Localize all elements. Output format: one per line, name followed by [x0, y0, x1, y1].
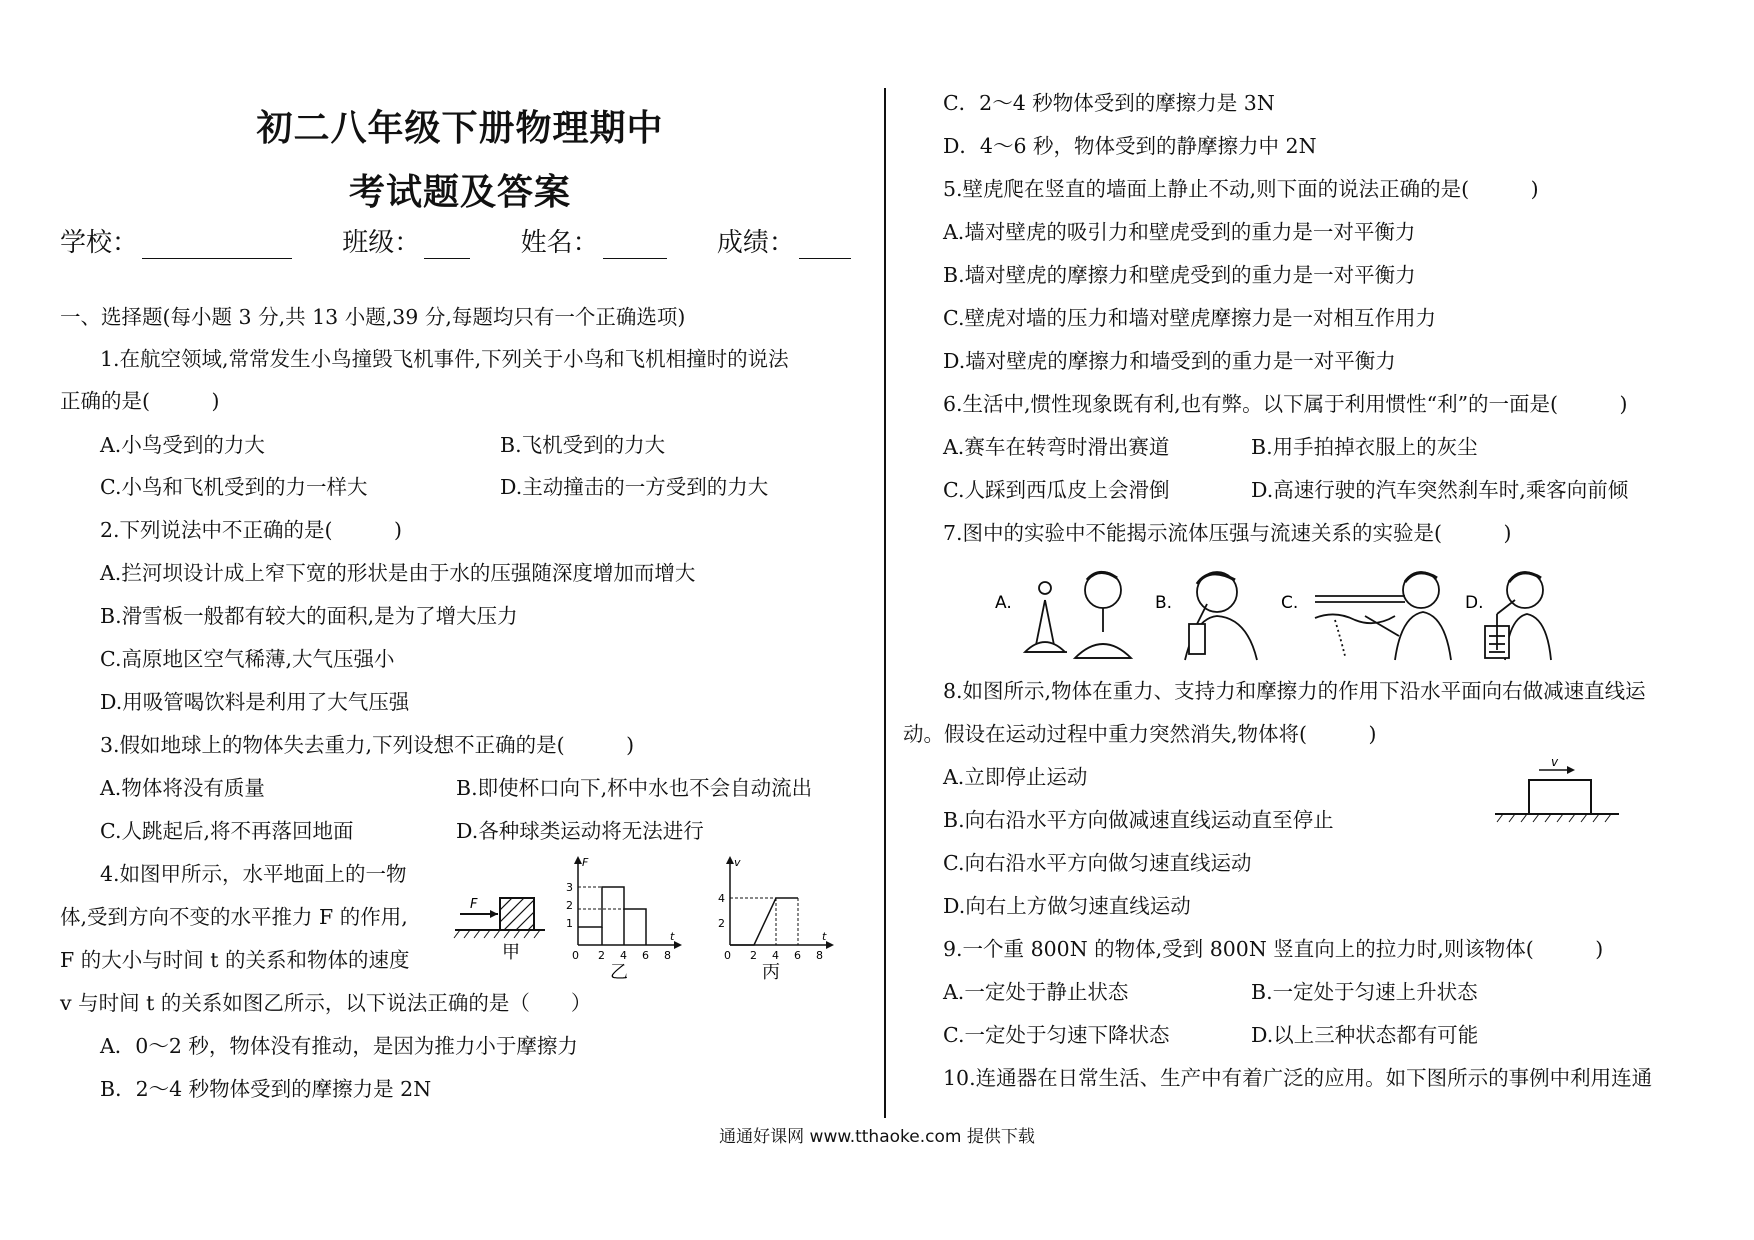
- fig-yi-label: 乙: [610, 962, 628, 982]
- q10-stem: 10.连通器在日常生活、生产中有着广泛的应用。如下图所示的事例中利用连通: [943, 1066, 1653, 1090]
- bing-tick-y-4: 4: [718, 892, 725, 905]
- q4-figure-jia: [450, 880, 550, 960]
- push-force-label: F: [470, 897, 478, 912]
- q4-option-b[interactable]: B．2～4 秒物体受到的摩擦力是 2N: [100, 1077, 432, 1101]
- q7-stem: 7.图中的实验中不能揭示流体压强与流速关系的实验是( ): [943, 521, 1512, 545]
- q7-figures: [995, 560, 1555, 668]
- q6-option-d[interactable]: D.高速行驶的汽车突然刹车时,乘客向前倾: [1251, 478, 1629, 502]
- q5-option-d[interactable]: D.墙对壁虎的摩擦力和墙受到的重力是一对平衡力: [943, 349, 1396, 373]
- yi-tick-x-4: 4: [620, 949, 627, 962]
- column-divider: [884, 88, 886, 1118]
- school-blank[interactable]: [142, 232, 292, 259]
- q6-option-c[interactable]: C.人踩到西瓜皮上会滑倒: [943, 478, 1170, 502]
- bing-tick-x-0: 0: [724, 949, 731, 962]
- name-blank[interactable]: [603, 232, 667, 259]
- page-footer: 通通好课网 www.tthaoke.com 提供下载: [719, 1127, 1035, 1147]
- q8-option-b[interactable]: B.向右沿水平方向做减速直线运动直至停止: [943, 808, 1334, 832]
- q2-option-d[interactable]: D.用吸管喝饮料是利用了大气压强: [100, 690, 410, 714]
- bing-tick-x-8: 8: [816, 949, 823, 962]
- bing-tick-y-2: 2: [718, 917, 725, 930]
- yi-tick-x-6: 6: [642, 949, 649, 962]
- q4-option-d[interactable]: D．4～6 秒，物体受到的静摩擦力中 2N: [943, 134, 1317, 158]
- q8-figure-block: [1495, 756, 1625, 836]
- q1-stem-line2: 正确的是( ): [60, 389, 220, 413]
- q4-stem-line3: F 的大小与时间 t 的关系和物体的速度: [60, 948, 410, 972]
- bing-tick-x-2: 2: [750, 949, 757, 962]
- q8-velocity-label: v: [1551, 756, 1559, 769]
- fig-jia-label: 甲: [502, 942, 520, 960]
- yi-tick-x-8: 8: [664, 949, 671, 962]
- page-subtitle: 考试题及答案: [348, 172, 571, 213]
- q5-option-a[interactable]: A.墙对壁虎的吸引力和壁虎受到的重力是一对平衡力: [943, 220, 1416, 244]
- score-label: 成绩：: [716, 228, 795, 258]
- q2-stem: 2.下列说法中不正确的是( ): [100, 518, 403, 542]
- q4-figure-bing-graph: [710, 852, 840, 982]
- q9-option-b[interactable]: B.一定处于匀速上升状态: [1251, 980, 1478, 1004]
- q3-option-c[interactable]: C.人跳起后,将不再落回地面: [100, 819, 354, 843]
- q5-option-c[interactable]: C.壁虎对墙的压力和墙对壁虎摩擦力是一对相互作用力: [943, 306, 1436, 330]
- yi-tick-x-0: 0: [572, 949, 579, 962]
- yi-tick-x-2: 2: [598, 949, 605, 962]
- q4-figure-yi-graph: [558, 852, 688, 982]
- class-label: 班级：: [342, 228, 421, 258]
- q9-option-d[interactable]: D.以上三种状态都有可能: [1251, 1023, 1479, 1047]
- q8-option-a[interactable]: A.立即停止运动: [943, 765, 1088, 789]
- q1-option-a[interactable]: A.小鸟受到的力大: [100, 433, 265, 457]
- q7-figure-a: [1025, 572, 1131, 658]
- q4-option-a[interactable]: A．0～2 秒，物体没有推动，是因为推力小于摩擦力: [100, 1034, 578, 1058]
- bing-tick-x-6: 6: [794, 949, 801, 962]
- q8-option-c[interactable]: C.向右沿水平方向做匀速直线运动: [943, 851, 1252, 875]
- q7-figure-b: [1185, 572, 1257, 660]
- q4-stem-line4: v 与时间 t 的关系如图乙所示，以下说法正确的是（ ）: [60, 991, 592, 1015]
- q5-option-b[interactable]: B.墙对壁虎的摩擦力和壁虎受到的重力是一对平衡力: [943, 263, 1416, 287]
- q3-stem: 3.假如地球上的物体失去重力,下列设想不正确的是( ): [100, 733, 635, 757]
- yi-y-axis-label: F: [582, 856, 589, 869]
- q2-option-a[interactable]: A.拦河坝设计成上窄下宽的形状是由于水的压强随深度增加而增大: [100, 561, 696, 585]
- q6-stem: 6.生活中,惯性现象既有利,也有弊。以下属于利用惯性“利”的一面是( ): [943, 392, 1628, 416]
- q8-stem-line2: 动。假设在运动过程中重力突然消失,物体将( ): [903, 722, 1377, 746]
- section-heading: 一、选择题(每小题 3 分,共 13 小题,39 分,每题均只有一个正确选项): [60, 305, 686, 329]
- q4-stem-line1: 4.如图甲所示，水平地面上的一物: [100, 862, 407, 886]
- q1-stem-line1: 1.在航空领域,常常发生小鸟撞毁飞机事件,下列关于小鸟和飞机相撞时的说法: [100, 347, 789, 371]
- q8-stem-line1: 8.如图所示,物体在重力、支持力和摩擦力的作用下沿水平面向右做减速直线运: [943, 679, 1646, 703]
- q9-option-c[interactable]: C.一定处于匀速下降状态: [943, 1023, 1170, 1047]
- q7-label-d: D.: [1465, 593, 1484, 613]
- q1-option-d[interactable]: D.主动撞击的一方受到的力大: [500, 475, 769, 499]
- q7-label-a: A.: [995, 593, 1012, 613]
- yi-tick-y-3: 3: [566, 881, 573, 894]
- q6-option-a[interactable]: A.赛车在转弯时滑出赛道: [943, 435, 1170, 459]
- class-blank[interactable]: [424, 232, 470, 259]
- score-blank[interactable]: [799, 232, 851, 259]
- q3-option-a[interactable]: A.物体将没有质量: [100, 776, 265, 800]
- q7-label-c: C.: [1281, 593, 1299, 613]
- q1-option-c[interactable]: C.小鸟和飞机受到的力一样大: [100, 475, 368, 499]
- fig-bing-label: 丙: [762, 962, 780, 982]
- q7-label-b: B.: [1155, 593, 1173, 613]
- school-label: 学校：: [60, 228, 139, 258]
- q9-option-a[interactable]: A.一定处于静止状态: [943, 980, 1129, 1004]
- q9-stem: 9.一个重 800N 的物体,受到 800N 竖直向上的拉力时,则该物体( ): [943, 937, 1604, 961]
- q3-option-d[interactable]: D.各种球类运动将无法进行: [456, 819, 704, 843]
- student-info-row: [60, 222, 860, 259]
- q2-option-b[interactable]: B.滑雪板一般都有较大的面积,是为了增大压力: [100, 604, 518, 628]
- yi-tick-y-1: 1: [566, 917, 573, 930]
- q8-option-d[interactable]: D.向右上方做匀速直线运动: [943, 894, 1191, 918]
- q4-stem-line2: 体,受到方向不变的水平推力 F 的作用,: [60, 905, 408, 929]
- yi-x-axis-label: t: [670, 930, 675, 943]
- name-label: 姓名：: [520, 228, 599, 258]
- q2-option-c[interactable]: C.高原地区空气稀薄,大气压强小: [100, 647, 395, 671]
- q4-option-c[interactable]: C．2～4 秒物体受到的摩擦力是 3N: [943, 91, 1275, 115]
- q5-stem: 5.壁虎爬在竖直的墙面上静止不动,则下面的说法正确的是( ): [943, 177, 1539, 201]
- page-title: 初二八年级下册物理期中: [256, 108, 664, 149]
- q1-option-b[interactable]: B.飞机受到的力大: [500, 433, 666, 457]
- bing-x-axis-label: t: [822, 930, 827, 943]
- bing-y-axis-label: v: [734, 856, 741, 869]
- yi-tick-y-2: 2: [566, 899, 573, 912]
- q7-figure-d: [1485, 572, 1551, 660]
- q7-figure-c: [1315, 572, 1451, 660]
- q6-option-b[interactable]: B.用手拍掉衣服上的灰尘: [1251, 435, 1478, 459]
- q3-option-b[interactable]: B.即使杯口向下,杯中水也不会自动流出: [456, 776, 813, 800]
- bing-tick-x-4: 4: [772, 949, 779, 962]
